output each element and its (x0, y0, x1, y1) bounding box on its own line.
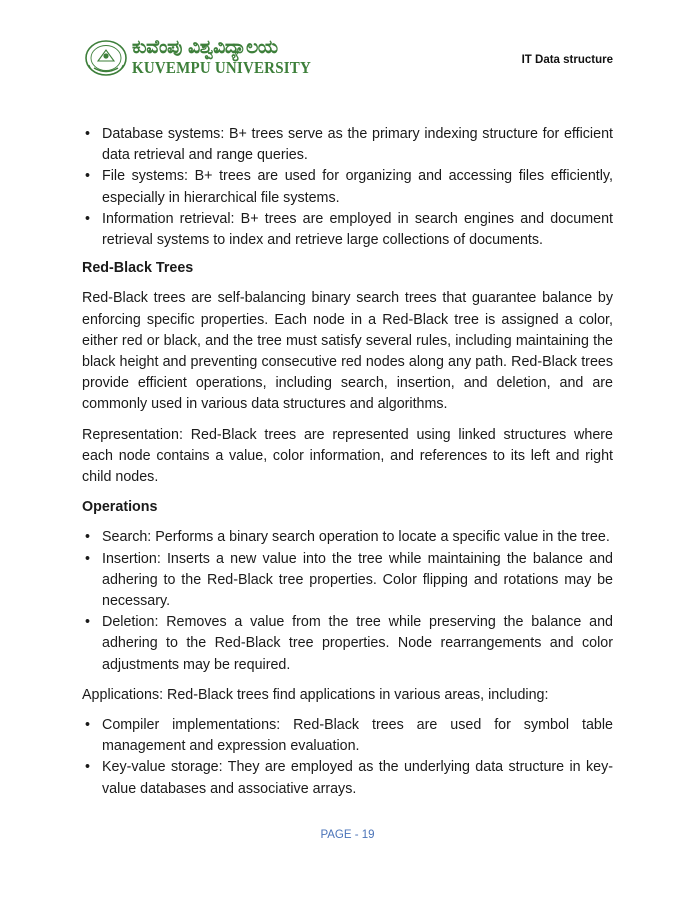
document-title: IT Data structure (521, 54, 613, 66)
bullet-icon: • (85, 168, 91, 185)
applications-intro-paragraph: Applications: Red-Black trees find applications in various areas, including: (82, 686, 549, 703)
list-item-text: Compiler implementations: Red-Black trees are used for symbol table management and expression evaluation. (102, 717, 613, 755)
page-content (82, 124, 613, 804)
bullet-icon: • (85, 529, 91, 546)
bullet-icon: • (85, 717, 91, 734)
applications-list (82, 715, 613, 800)
list-item (82, 166, 613, 208)
list-item-text: Search: Performs a binary search operation to locate a specific value in the tree. (102, 529, 610, 546)
bullet-icon: • (85, 550, 91, 567)
list-item-text: Database systems: B+ trees serve as the primary indexing structure for efficient data retrieval and range queries. (102, 126, 613, 164)
list-item-text: Key-value storage: They are employed as the underlying data structure in key-value databases and associative arrays. (102, 759, 613, 797)
page-number: PAGE - 19 (320, 829, 375, 841)
list-item (82, 757, 613, 799)
list-item-text: Deletion: Removes a value from the tree while preserving the balance and adhering to the Red-Black tree properties. Node rearrangements and color adjustments may be required. (102, 614, 613, 673)
list-item-text: Information retrieval: B+ trees are employed in search engines and document retrieval systems to index and retrieve large collections of documents. (102, 210, 613, 249)
university-seal-icon (84, 38, 128, 78)
list-item-text: File systems: B+ trees are used for organizing and accessing files efficiently, especially in hierarchical file systems. (102, 168, 613, 206)
bullet-icon: • (85, 614, 91, 631)
list-item (82, 527, 613, 548)
red-black-intro-paragraph: Red-Black trees are self-balancing binary search trees that guarantee balance by enforcing specific properties. Each node in a Red-Black tree is assigned a color, either red or black, and the tree must satisfy several rules, including maintaining the black height and preventing consecutive red nodes along any path. Red-Black trees provide efficient operations, including search, insertion, and deletion, and are commonly used in various data structures and algorithms. (82, 290, 613, 413)
list-item (82, 124, 613, 166)
operations-list (82, 527, 613, 675)
bullet-icon: • (85, 210, 91, 227)
representation-paragraph: Representation: Red-Black trees are represented using linked structures where each node contains a value, color information, and references to its left and right child nodes. (82, 426, 613, 486)
bullet-icon: • (85, 759, 91, 776)
logo-kannada-text: ಕುವೆಂಪು ವಿಶ್ವವಿದ್ಯಾಲಯ (132, 36, 278, 58)
bplus-uses-list (82, 124, 613, 251)
bullet-icon: • (85, 126, 91, 142)
list-item-text: Insertion: Inserts a new value into the tree while maintaining the balance and adhering to the Red-Black tree properties. Color flipping and rotations may be necessary. (102, 550, 613, 610)
section-heading-operations: Operations (82, 499, 158, 516)
logo-english-text: KUVEMPU UNIVERSITY (132, 60, 312, 78)
list-item (82, 715, 613, 757)
page-header (82, 36, 613, 84)
university-logo (82, 36, 312, 82)
section-heading-red-black-trees: Red-Black Trees (82, 260, 194, 277)
list-item (82, 549, 613, 613)
list-item (82, 209, 613, 251)
list-item (82, 612, 613, 676)
